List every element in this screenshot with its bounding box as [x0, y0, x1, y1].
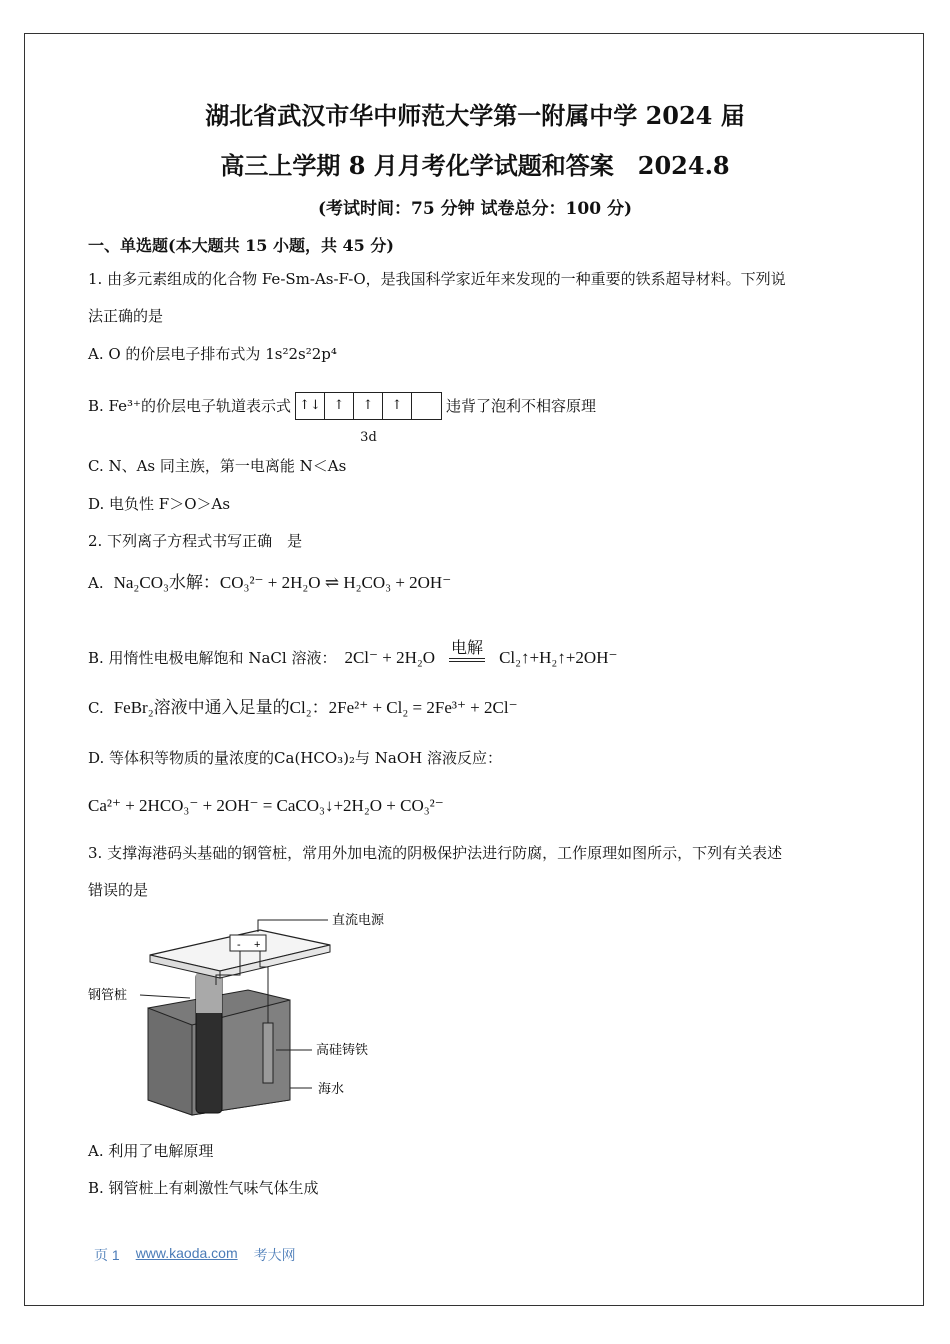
pointer-pile	[140, 995, 190, 998]
pointer-power	[258, 920, 328, 932]
q3-option-a: A. 利用了电解原理	[88, 1142, 214, 1160]
orbital-box: ↑↓	[296, 393, 325, 419]
q1-option-b	[88, 384, 596, 445]
q1-option-c: C. N、As 同主族，第一电离能 N＜As	[88, 457, 347, 475]
exam-info: (考试时间：75 分钟 试卷总分：100 分)	[318, 199, 632, 219]
power-supply	[230, 935, 266, 951]
footer-link[interactable]: www.kaoda.com	[135, 1245, 238, 1261]
q2-option-d-label: D. 等体积等物质的量浓度的Ca(HCO₃)₂与 NaOH 溶液反应：	[88, 749, 503, 767]
q1-option-a: A. O 的价层电子排布式为 1s²2s²2p⁴	[88, 345, 337, 363]
q3-stem-line2: 错误的是	[88, 881, 149, 899]
label-seawater: 海水	[318, 1082, 345, 1097]
q2-option-c-label: C.	[88, 699, 104, 717]
q2-option-b	[88, 618, 617, 668]
steel-pile-top	[196, 973, 222, 1013]
section-heading: 一、单选题(本大题共 15 小题，共 45 分)	[88, 236, 394, 255]
q3-stem-line1: 3. 支撑海港码头基础的钢管桩，常用外加电流的阴极保护法进行防腐，工作原理如图所示，下列有关表述	[88, 844, 783, 862]
electrolysis-condition: 电解	[451, 640, 484, 657]
double-line	[449, 658, 485, 662]
q1-option-b-suffix: 违背了泡利不相容原理	[445, 397, 596, 415]
q2-option-b-left: 2Cl⁻ + 2H₂O	[344, 648, 436, 667]
cathodic-protection-diagram	[80, 905, 420, 1130]
title-line-1: 湖北省武汉市华中师范大学第一附属中学 2024 届	[205, 101, 745, 130]
orbital-label: 3d	[360, 430, 377, 445]
q1-stem-line1: 1. 由多元素组成的化合物 Fe-Sm-As-F-O，是我国科学家近年来发现的一种重要的铁系超导材料。下列说	[88, 270, 786, 288]
q1-option-b-prefix: B. Fe³⁺的价层电子轨道表示式	[88, 397, 291, 415]
footer-site-name: 考大网	[253, 1247, 296, 1263]
footer-page-number: 页 1	[94, 1247, 120, 1263]
terminal-negative: -	[237, 939, 241, 951]
q2-option-c	[88, 698, 518, 718]
title-line-2: 高三上学期 8 月月考化学试题和答案 2024.8	[220, 151, 730, 180]
q2-option-c-text: FeBr₂溶液中通入足量的Cl₂：2Fe²⁺ + Cl₂ = 2Fe³⁺ + 2Cl⁻	[113, 698, 518, 717]
q2-option-b-right: Cl₂↑+H₂↑+2OH⁻	[499, 648, 618, 667]
electrolysis-arrow	[449, 640, 485, 668]
orbital-box: ↑	[383, 393, 412, 419]
q2-option-a-text: Na₂CO₃水解：CO₃²⁻ + 2H₂O ⇌ H₂CO₃ + 2OH⁻	[113, 573, 452, 592]
label-cast-iron: 高硅铸铁	[316, 1043, 369, 1058]
q1-stem-line2: 法正确的是	[88, 307, 164, 325]
page-footer	[94, 1245, 296, 1265]
tank-left	[148, 1008, 192, 1115]
q2-option-d-equation: Ca²⁺ + 2HCO₃⁻ + 2OH⁻ = CaCO₃↓+2H₂O + CO₃²⁻	[88, 796, 444, 815]
terminal-positive: +	[254, 939, 261, 951]
q2-stem: 2. 下列离子方程式书写正确 是	[88, 532, 303, 550]
q2-option-a-label: A.	[88, 574, 104, 592]
q1-option-d: D. 电负性 F＞O＞As	[88, 495, 231, 513]
q3-option-b: B. 钢管桩上有刺激性气味气体生成	[88, 1179, 319, 1197]
orbital-box	[412, 393, 441, 419]
orbital-diagram	[295, 392, 442, 445]
q2-option-b-label: B. 用惰性电极电解饱和 NaCl 溶液：	[88, 649, 337, 667]
orbital-box: ↑	[325, 393, 354, 419]
label-steel-pile: 钢管桩	[88, 988, 128, 1003]
q2-option-a	[88, 573, 451, 593]
orbital-boxes	[295, 392, 442, 420]
label-power-supply: 直流电源	[332, 913, 385, 928]
orbital-box: ↑	[354, 393, 383, 419]
cast-iron-anode	[263, 1023, 273, 1083]
